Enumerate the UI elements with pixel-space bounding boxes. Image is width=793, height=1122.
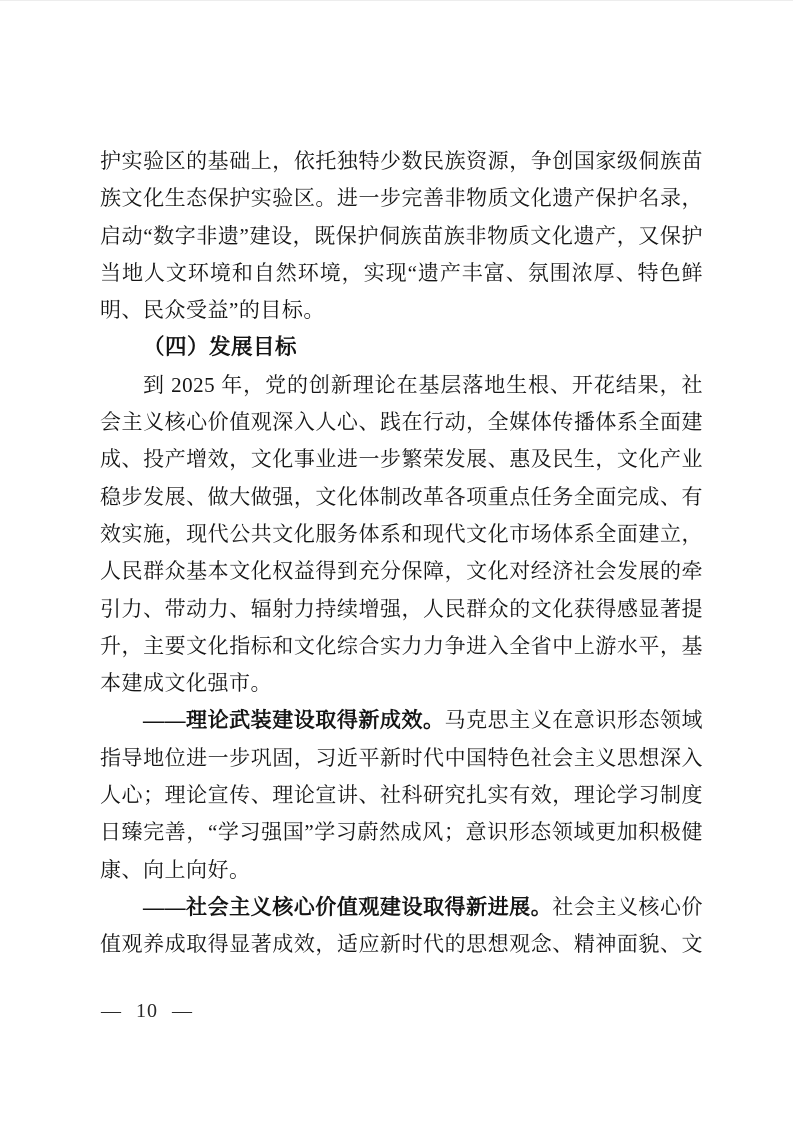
section-heading: （四）发展目标 bbox=[143, 335, 298, 360]
text-line: 护实验区的基础上，依托独特少数民族资源，争创国家级侗族苗 bbox=[100, 149, 703, 173]
text-line: 族文化生态保护实验区。进一步完善非物质文化遗产保护名录， bbox=[100, 186, 703, 211]
text-line: 升，主要文化指标和文化综合实力力争进入全省中上游水平，基 bbox=[100, 633, 703, 658]
text-line: 到 2025 年，党的创新理论在基层落地生根、开花结果，社 bbox=[143, 372, 703, 397]
text-line: 稳步发展、做大做强，文化体制改革各项重点任务全面完成、有 bbox=[100, 484, 703, 509]
text-line: ——理论武装建设取得新成效。马克思主义在意识形态领域 bbox=[143, 708, 704, 733]
text-line: 成、投产增效，文化事业进一步繁荣发展、惠及民生，文化产业 bbox=[100, 447, 703, 472]
text-line: 效实施，现代公共文化服务体系和现代文化市场体系全面建立， bbox=[100, 521, 703, 546]
page-number: — 10 — bbox=[101, 1000, 193, 1022]
scan-edge-line bbox=[0, 0, 793, 1]
text-line: 启动“数字非遗”建设，既保护侗族苗族非物质文化遗产，又保护 bbox=[100, 223, 703, 248]
text-line: 会主义核心价值观深入人心、践在行动，全媒体传播体系全面建 bbox=[100, 410, 703, 435]
text-line: 指导地位进一步巩固，习近平新时代中国特色社会主义思想深入 bbox=[100, 745, 703, 770]
bold-lead-in: ——社会主义核心价值观建设取得新进展。 bbox=[143, 894, 553, 919]
text-line: 人心；理论宣传、理论宣讲、社科研究扎实有效，理论学习制度 bbox=[100, 783, 703, 808]
text-line: 人民群众基本文化权益得到充分保障，文化对经济社会发展的牵 bbox=[100, 559, 703, 584]
text-line: 明、民众受益”的目标。 bbox=[100, 298, 325, 323]
bold-lead-in: ——理论武装建设取得新成效。 bbox=[143, 708, 445, 733]
text-line: 日臻完善，“学习强国”学习蔚然成风；意识形态领域更加积极健 bbox=[100, 820, 703, 845]
text-line: ——社会主义核心价值观建设取得新进展。社会主义核心价 bbox=[143, 894, 703, 919]
text-line: 值观养成取得显著成效，适应新时代的思想观念、精神面貌、文 bbox=[100, 932, 703, 957]
text-line: 本建成文化强市。 bbox=[100, 671, 272, 696]
text-line: 康、向上向好。 bbox=[100, 857, 251, 882]
document-body bbox=[100, 143, 703, 964]
text-line: 引力、带动力、辐射力持续增强，人民群众的文化获得感显著提 bbox=[100, 596, 703, 621]
text-line: 当地人文环境和自然环境，实现“遗产丰富、氛围浓厚、特色鲜 bbox=[100, 260, 703, 285]
